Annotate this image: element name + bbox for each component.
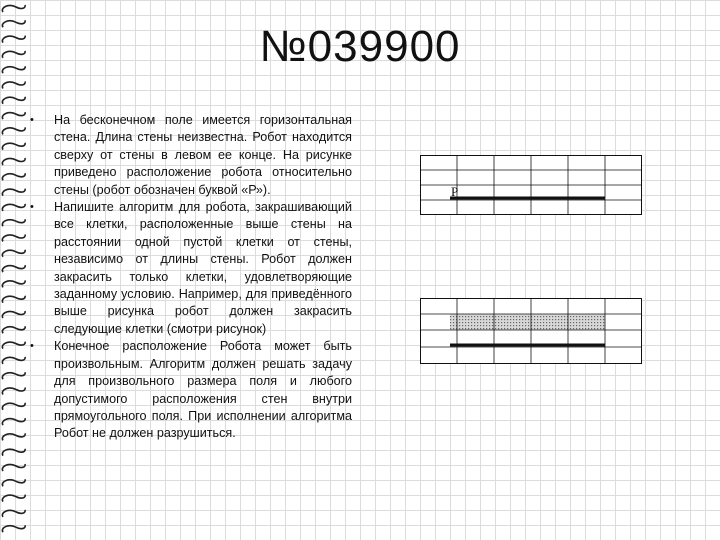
spiral-loop — [2, 143, 25, 150]
bullet-item — [30, 338, 352, 442]
bullet-text: Напишите алгоритм для робота, закрашивающий все клетки, расположенные выше стены на расстоянии одной пустой клетки от стены, независимо от длины стены. Робот должен закрасить только клетки, удовлетворяющие заданному условию. Например, для приведённого выше рисунка робот должен закрасить следующие клетки (смотри рисунок) — [54, 200, 352, 336]
bullet-text: Конечное расположение Робота может быть произвольным. Алгоритм должен решать задачу для произвольного размера поля и любого допустимого расположения стен внутри прямоугольного поля. При исполнении алгоритма Робот не должен разрушиться. — [54, 339, 352, 441]
spiral-loop — [2, 158, 25, 165]
spiral-loop — [2, 418, 25, 425]
bullet-item — [30, 112, 352, 199]
spiral-loop — [2, 5, 25, 12]
spiral-loop — [2, 97, 25, 104]
spiral-loop — [2, 189, 25, 196]
spiral-loop — [2, 127, 25, 134]
spiral-loop — [2, 296, 25, 303]
spiral-loop — [2, 357, 25, 364]
spiral-loop — [2, 403, 25, 410]
spiral-loop — [2, 82, 25, 89]
spiral-loop — [2, 219, 25, 226]
robot-result-figure — [420, 298, 642, 364]
spiral-loop — [2, 479, 25, 486]
shaded-cells — [450, 314, 605, 330]
spiral-loop — [2, 250, 25, 257]
spiral-loop — [2, 280, 25, 287]
notebook-spiral — [0, 0, 30, 540]
spiral-loop — [2, 342, 25, 349]
bullet-dot-icon: • — [30, 114, 34, 126]
bullet-dot-icon: • — [30, 201, 34, 214]
spiral-loop — [2, 433, 25, 440]
spiral-loop — [2, 510, 25, 517]
spiral-loop — [2, 525, 25, 532]
page-title: №039900 — [259, 22, 461, 71]
spiral-loop — [2, 495, 25, 502]
spiral-loop — [2, 173, 25, 180]
spiral-loop — [2, 265, 25, 272]
spiral-loop — [2, 326, 25, 333]
spiral-loop — [2, 372, 25, 379]
spiral-loop — [2, 449, 25, 456]
bullet-text: На бесконечном поле имеется горизонтальная стена. Длина стены неизвестна. Робот находится сверху от стены в левом ее конце. На рисунке приведено расположение робота относительно стены (робот обозначен буквой «Р»). — [54, 113, 352, 197]
spiral-loop — [2, 235, 25, 242]
bullet-item — [30, 199, 352, 338]
spiral-loop — [2, 311, 25, 318]
spiral-loop — [2, 204, 25, 211]
bullet-list — [30, 112, 352, 443]
bullet-dot-icon: • — [30, 340, 34, 353]
robot-initial-figure — [420, 155, 642, 215]
spiral-loop — [2, 388, 25, 395]
robot-label: Р — [451, 184, 459, 199]
spiral-loop — [2, 112, 25, 119]
spiral-loop — [2, 464, 25, 471]
